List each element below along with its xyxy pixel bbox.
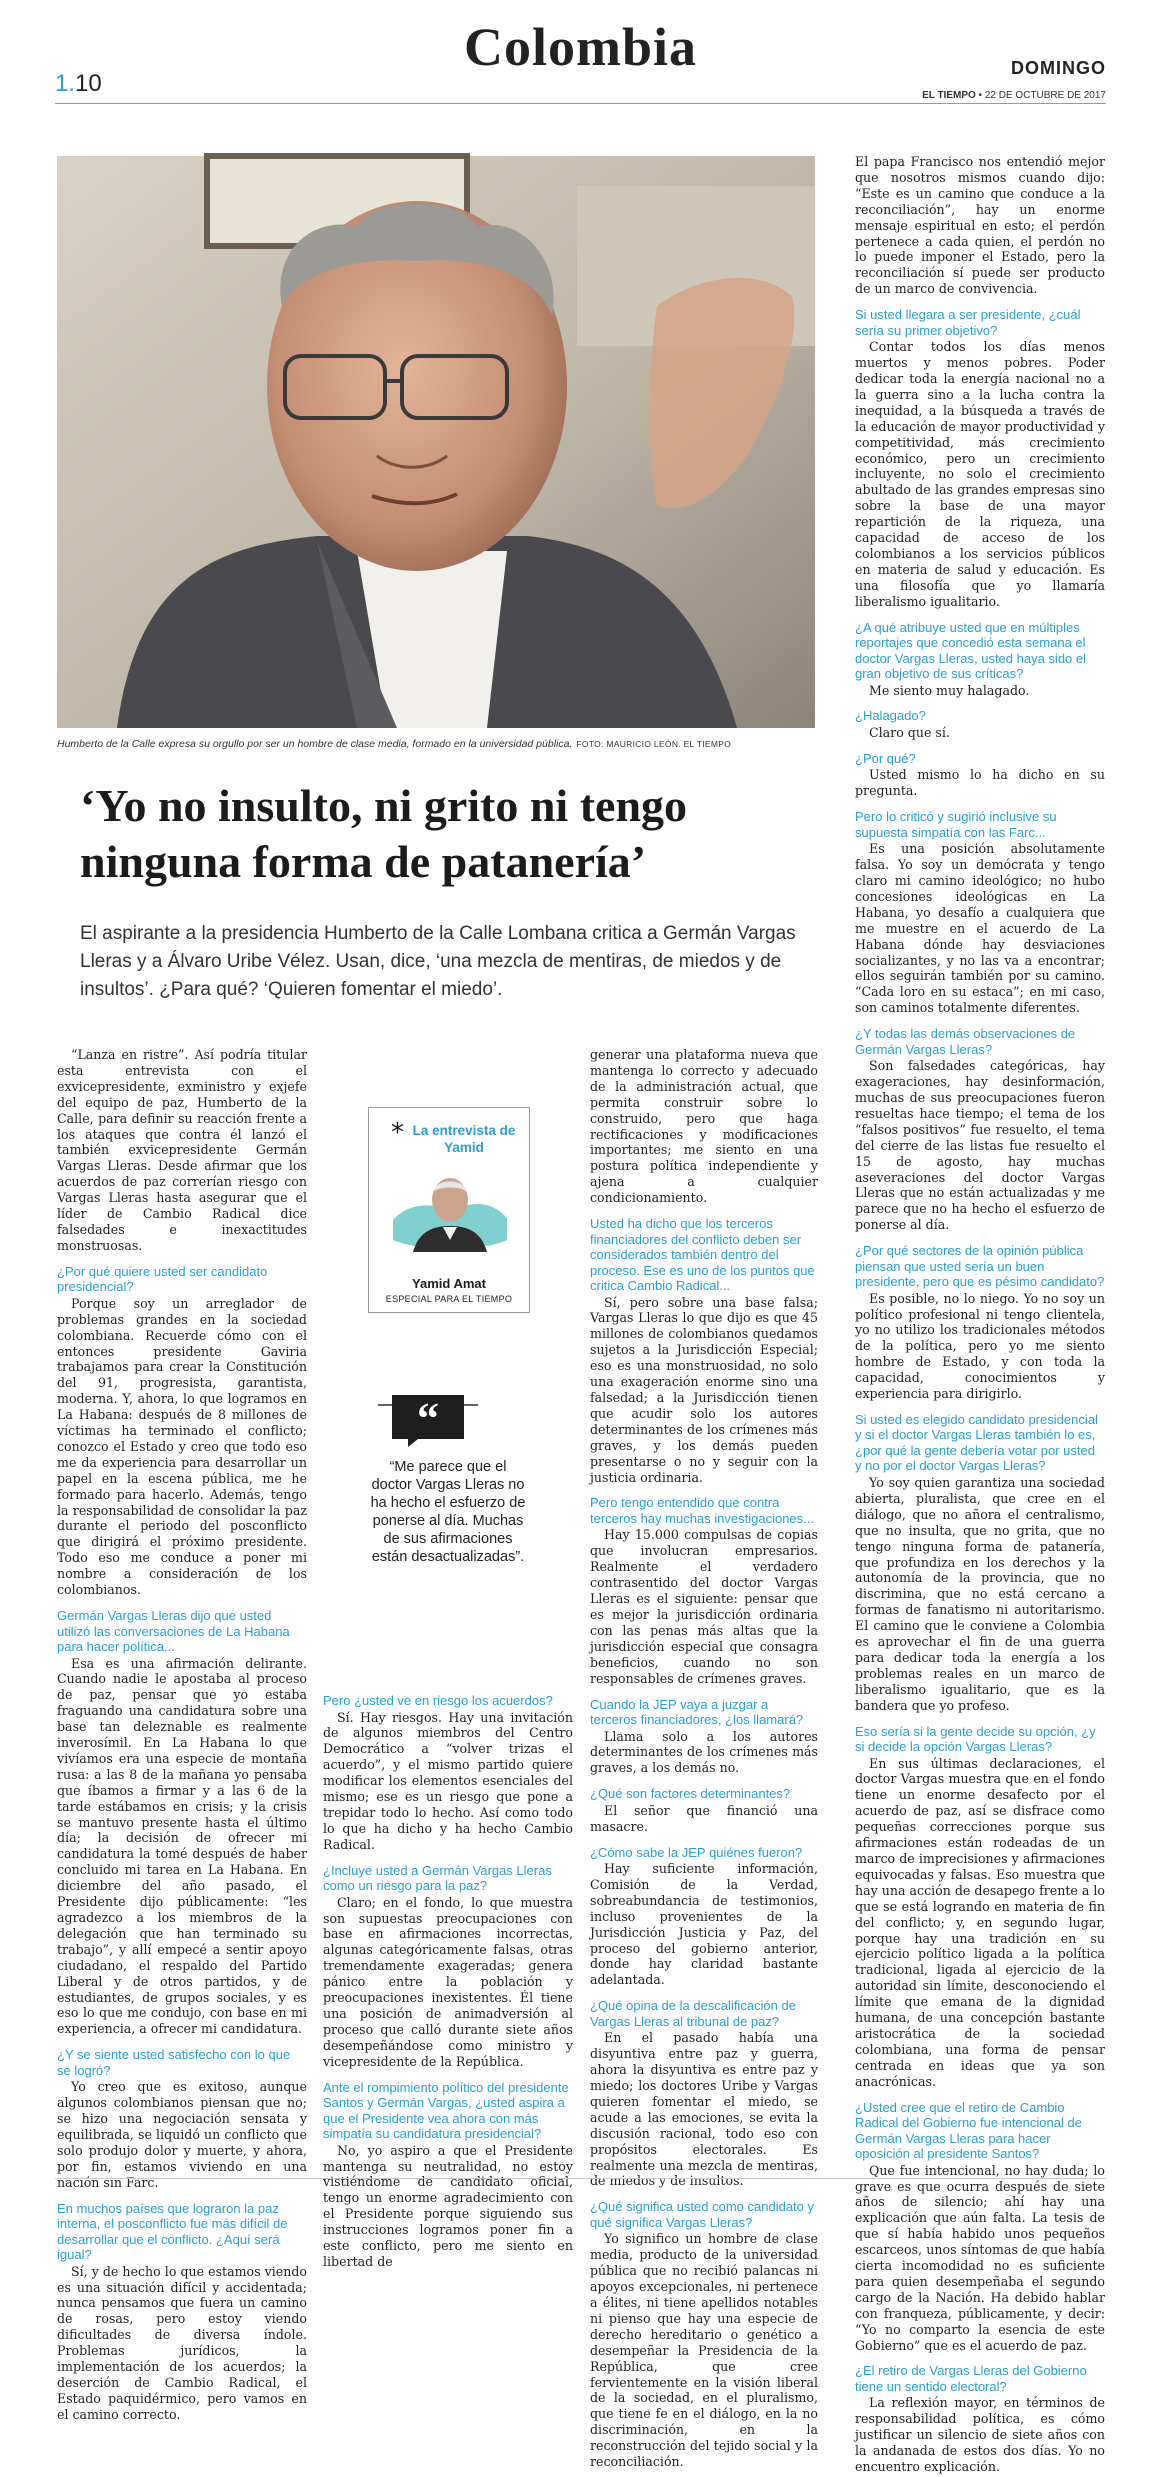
- question: Si usted llegara a ser presidente, ¿cuál sería su primer objetivo?: [855, 307, 1081, 338]
- question: Pero tengo entendido que contra terceros hay muchas investigaciones...: [590, 1495, 814, 1526]
- answer-paragraph: No, yo aspiro a que el Presidente mantenga su neutralidad, no estoy vistiéndome de candidato oficial, tengo un enorme agradecimiento con el Presidente porque siguiendo sus instrucciones logramos poner fin a este conflicto, pero me siento en libertad de: [323, 2142, 573, 2269]
- answer-paragraph: Yo creo que es exitoso, aunque algunos colombianos piensan que no; se hizo una negociación sensata y equilibrada, se liquidó un conflicto que solo produjo dolor y muerte, y ahora, por fin, estamos viviendo en una nación sin Farc.: [57, 2079, 307, 2190]
- answer-paragraph: Claro; en el fondo, lo que muestra son supuestas preocupaciones con base en afirmaciones incorrectas, algunas categóricamente falsas, otras tremendamente exageradas; genera pánico entre la población y preocupaciones inexistentes. Él tiene una posición de animadversión al proceso que calló durante siete años desempeñándose como ministro y vicepresidente de la República.: [323, 1894, 573, 2069]
- newspaper-name: EL TIEMPO: [922, 90, 976, 101]
- answer-paragraph: Que fue intencional, no hay duda; lo grave es que ocurra después de siete años de silencio; ahí hay una explicación que aún falta. La tesis de que sí había habido unos pequeños escarceos, unos síntomas de que había cierta incomodidad no es suficiente para quien desempeñaba el segundo cargo de la Nación. Ha debido hablar con franqueza, públicamente, y decir: “Yo no comparto la esencia de este Gobierno” que es el acuerdo de paz.: [855, 2162, 1105, 2353]
- photo-caption: [57, 738, 817, 750]
- box-title: La entrevista de Yamid: [412, 1123, 516, 1155]
- author-portrait: [391, 1160, 509, 1252]
- question: ¿El retiro de Vargas Lleras del Gobierno tiene un sentido electoral?: [855, 2363, 1087, 2394]
- caption-text: Humberto de la Calle expresa su orgullo por ser un hombre de clase media, formado en la universidad pública.: [57, 738, 573, 750]
- answer-paragraph: generar una plataforma nueva que mantenga lo correcto y adecuado de la administración actual, que permita construir sobre lo construido, pero que haga rectificaciones y modificaciones importantes; me siento en una postura política independiente y ajena a cualquier condicionamiento.: [590, 1047, 818, 1206]
- question: Germán Vargas Lleras dijo que usted utilizó las conversaciones de La Habana para hacer política...: [57, 1608, 290, 1654]
- question: ¿Y todas las demás observaciones de Germán Vargas Lleras?: [855, 1026, 1076, 1057]
- answer-paragraph: Contar todos los días menos muertos y menos pobres. Poder dedicar toda la energía nacional no a la guerra sino a la lucha contra la inequidad, a la búsqueda a través de la educación de mayor productividad y competitividad, más crecimiento económico, pero un crecimiento incluyente, no solo el crecimiento abultado de las grandes empresas sino sobre la base de una mayor repartición de la riqueza, una capacidad de acceso de los colombianos a los servicios públicos en materia de salud y educación. Es una filosofía que yo llamaría liberalismo igualitario.: [855, 339, 1105, 609]
- answer-paragraph: Esa es una afirmación delirante. Cuando nadie le apostaba al proceso de paz, pensar que yo estaba fraguando una candidatura sobre una base tan deleznable es realmente inverosímil. En La Habana lo que vivíamos era una especie de montaña rusa: a las 8 de la mañana yo pensaba que íbamos a firmar y a las 6 de la tarde estábamos en crisis; y la crisis se mantuvo presente hasta el último día; la decisión de ofrecer mi candidatura la tomé después de haber concluido mi tarea en La Habana. En diciembre del año pasado, el Presidente dijo públicamente: “les agradezco a los miembros de la delegación que han terminado su trabajo”, y allí empecé a sentir apoyo ciudadano, el respaldo del Partido Liberal y de otros partidos, y de estudiantes, de grupos sociales, y es eso lo que me condujo, con base en mi experiencia, a ofrecer mi candidatura.: [57, 1655, 307, 2037]
- question: Eso sería si la gente decide su opción, ¿y si decide la opción Vargas Lleras?: [855, 1723, 1096, 1755]
- article-column-4: [855, 154, 1105, 2477]
- answer-paragraph: Sí, pero sobre una base falsa; Vargas Lleras lo que dijo es que 45 millones de colombianos quedamos sujetos a la Jurisdicción Especial; eso es una monstruosidad, no solo una exageración enorme sino una falsedad; a la Jurisdicción tienen que acudir solo los autores determinantes de los crímenes más graves, y los demás pueden presentarse o no y seguir con la justicia ordinaria.: [590, 1294, 818, 1485]
- question: Pero ¿usted ve en riesgo los acuerdos?: [323, 1693, 553, 1708]
- main-photo: [57, 156, 815, 728]
- article-column-2: [323, 1693, 573, 2272]
- answer-paragraph: El señor que financió una masacre.: [590, 1802, 818, 1834]
- answer-paragraph: Llama solo a los autores determinantes de los crímenes más graves, a los demás no.: [590, 1728, 818, 1776]
- pull-quote: “Me parece que el doctor Vargas Lleras no ha hecho el esfuerzo de ponerse al día. Muchas de sus afirmaciones están desactualizadas”.: [370, 1459, 526, 1565]
- answer-paragraph: Claro que sí.: [869, 724, 950, 740]
- answer-paragraph: Hay suficiente información, Comisión de la Verdad, sobreabundancia de testimonios, incluso provenientes de la Jurisdicción Justicia y Paz, del proceso del gobierno anterior, donde hay claridad bastante adelantada.: [590, 1861, 818, 1988]
- article-column-1: [57, 1047, 307, 2425]
- question: ¿Y se siente usted satisfecho con lo que se logró?: [57, 2047, 291, 2078]
- photo-credit: FOTO: MAURICIO LEÓN. EL TIEMPO: [576, 739, 732, 749]
- dateline: [922, 90, 1106, 101]
- answer-paragraph: Sí. Hay riesgos. Hay una invitación de algunos miembros del Centro Democrático a “volver trizas el acuerdo”, y el mismo partido quiere modificar los elementos esenciales del mismo; ese es un riesgo que pone a trepidar todo lo hecho. Así como todo lo que ha dicho y ha hecho Cambio Radical.: [323, 1709, 573, 1852]
- question: ¿Halagado?: [855, 708, 926, 724]
- question: En muchos países que lograron la paz interna, el posconflicto fue más difícil de desarrollar que el conflicto. ¿Aquí será igual?: [57, 2200, 288, 2263]
- page-number-value: 10: [75, 70, 102, 97]
- answer-paragraph: Me siento muy halagado.: [869, 682, 1030, 698]
- edition-date: • 22 DE OCTUBRE DE 2017: [975, 90, 1106, 101]
- page-number: [55, 70, 102, 98]
- question: ¿Por qué sectores de la opinión pública piensan que usted sería un buen presidente, pero que es pésimo candidato?: [855, 1243, 1105, 1290]
- quote-icon: [378, 1395, 478, 1447]
- answer-paragraph: Hay 15.000 compulsas de copias que involucran empresarios. Realmente el verdadero contrasentido del doctor Vargas Lleras es el siguiente: pensar que es mejor la jurisdicción ordinaria con las penas más altas que la jurisdicción especial que consagra beneficios, cuando no son responsables de crímenes graves.: [590, 1527, 818, 1686]
- asterisk-icon: *: [391, 1118, 404, 1148]
- answer-paragraph: Es posible, no lo niego. Yo no soy un político profesional ni tengo clientela, yo no utilizo los tradicionales métodos de la política, pero yo me siento hombre de Estado, y con toda la capacidad, conocimientos y experiencia para dirigirlo.: [855, 1290, 1105, 1402]
- answer-paragraph: En sus últimas declaraciones, el doctor Vargas muestra que en el fondo tiene un enorme desafecto por el acuerdo de paz, así se disfrace como pequeñas correcciones porque sus afirmaciones están rodeadas de un marco de imprecisiones y afirmaciones equivocadas y falsas. Eso muestra que hay una acción de desapego frente a lo que se está logrando en materia de fin del conflicto; y, en segundo lugar, porque hay una tradición en su ejercicio político ligada a la política tradicional, ligada al ejercicio de la autoridad sin límite, desconociendo el límite que emana de la dignidad humana, de una concepción bastante aristocrática de la sociedad colombiana, una forma de pensar centrada en ideas que ya son anacrónicas.: [855, 1755, 1105, 2089]
- header-rule: [55, 103, 1106, 104]
- answer-paragraph: El papa Francisco nos entendió mejor que nosotros mismos cuando dijo: “Este es un camino que conduce a la reconciliación”, hay un enorme mensaje espiritual en esto; el perdón pertenece a cada quien, el perdón no lo puede imponer el Estado, pero la reconciliación sí puede ser producto de un marco de convivencia.: [855, 154, 1105, 297]
- question: Pero lo criticó y sugirió inclusive su supuesta simpatía con las Farc...: [855, 809, 1057, 840]
- question: ¿A qué atribuye usted que en múltiples reportajes que concedió esta semana el doctor Vargas Lleras, usted haya sido el gran objetivo de sus críticas?: [855, 619, 1087, 682]
- answer-paragraph: Yo significo un hombre de clase media, producto de la universidad pública que no recibió palancas ni apoyos excepcionales, ni pertenece a élites, ni tiene apellidos notables ni pienso que hay una especie de derecho hereditario o genético a desempeñar la Presidencia de la República, que cree fervientemente en la visión liberal de la sociedad, en el pluralismo, que tiene fe en el diálogo, en la no discriminación, en la reconstrucción del tejido social y la reconciliación.: [590, 2231, 818, 2470]
- question: Usted ha dicho que los terceros financiadores del conflicto deben ser considerados también dentro del proceso. Ese es uno de los puntos que critica Cambio Radical...: [590, 1216, 815, 1294]
- author-role: ESPECIAL PARA EL TIEMPO: [385, 1294, 513, 1304]
- answer-paragraph: En el pasado había una disyuntiva entre paz y guerra, ahora la disyuntiva es entre paz y miedo; los doctores Uribe y Vargas quieren fomentar el miedo, se acude a las emociones, se evita la discusión racional, todo eso con propósitos electorales. Es realmente una mezcla de mentiras, de miedos y de insultos.: [590, 2030, 818, 2189]
- answer-paragraph: “Lanza en ristre”. Así podría titular esta entrevista con el exvicepresidente, exministro y exjefe del equipo de paz, Humberto de la Calle, para definir su reacción frente a los ataques que contra él lanzó el también exvicepresidente Germán Vargas Lleras. Desde afirmar que los acuerdos de paz correrían riesgo con Vargas Lleras hasta asegurar que el líder de Cambio Radical dice falsedades e inexactitudes monstruosas.: [57, 1047, 307, 1253]
- answer-paragraph: Porque soy un arreglador de problemas grandes en la sociedad colombiana. Recuerde cómo con el entonces presidente Gaviria trabajamos para crear la Constitución del 91, progresista, garantista, moderna. Y, ahora, lo que logramos en La Habana: después de 8 millones de víctimas ha terminado el conflicto; conozco el Estado y creo que todo eso me da experiencia para desarrollar un papel en la escena pública, me he formado para hacerlo. Además, tengo la responsabilidad de consolidar la paz durante el periodo del posconflicto que dirigirá el próximo presidente. Todo eso me conduce a poner mi nombre a consideración de los colombianos.: [57, 1295, 307, 1598]
- author-box: [368, 1107, 530, 1313]
- answer-paragraph: Sí, y de hecho lo que estamos viendo es una situación difícil y accidentada; nunca pensamos que fuera un camino de rosas, pero estoy viendo dificultades de diversa índole. Problemas jurídicos, la implementación de los acuerdos; la deserción de Cambio Radical, el Estado paquidérmico, pero vamos en el camino correcto.: [57, 2263, 307, 2422]
- question: ¿Cómo sabe la JEP quiénes fueron?: [590, 1844, 803, 1860]
- headline: ‘Yo no insulto, ni grito ni tengo ninguna forma de patanería’: [80, 780, 688, 887]
- question: ¿Por qué?: [855, 750, 916, 766]
- question: ¿Por qué quiere usted ser candidato presidencial?: [57, 1263, 268, 1295]
- page-section: 1.: [55, 70, 76, 97]
- question: Cuando la JEP vaya a juzgar a terceros financiadores, ¿los llamará?: [590, 1696, 804, 1727]
- section-title: Colombia: [463, 17, 698, 77]
- footer-rule: [55, 2178, 1106, 2179]
- dek: El aspirante a la presidencia Humberto de la Calle Lombana critica a Germán Vargas Lleras y a Álvaro Uribe Vélez. Usan, dice, ‘una mezcla de mentiras, de miedos y de insultos’. ¿Para qué? ‘Quieren fomentar el miedo’.: [80, 923, 796, 1000]
- question: Ante el rompimiento político del presidente Santos y Germán Vargas, ¿usted aspira a que el Presidente vea ahora con más simpatía su candidatura presidencial?: [323, 2079, 569, 2142]
- question: ¿Qué son factores determinantes?: [590, 1786, 791, 1802]
- question: ¿Qué opina de la descalificación de Vargas Lleras al tribunal de paz?: [590, 1998, 796, 2029]
- answer-paragraph: Usted mismo lo ha dicho en su pregunta.: [855, 767, 1105, 799]
- answer-paragraph: Yo soy quien garantiza una sociedad abierta, pluralista, que cree en el diálogo, que no añora el centralismo, que no insulta, que no grita, que no tengo ninguna forma de patanería, que profundiza en los derechos y la autonomía de la provincia, que no discrimina, que no está cercano a formas de fanatismo ni autoritarismo. El camino que le conviene a Colombia es aprovechar el fin de una guerra para dedicar toda la energía a los problemas reales en un marco de liberalismo igualitario, que es la bandera que yo profeso.: [855, 1474, 1105, 1713]
- article-column-3: [590, 1047, 818, 2472]
- question: ¿Incluye usted a Germán Vargas Lleras como un riesgo para la paz?: [323, 1862, 552, 1894]
- question: ¿Usted cree que el retiro de Cambio Radical del Gobierno fue intencional de Germán Vargas Lleras para hacer oposición al presidente Santos?: [855, 2099, 1082, 2162]
- answer-paragraph: La reflexión mayor, en términos de responsabilidad política, es cómo justificar un silencio de siete años con la andanada de estos dos días. Yo no encuentro explicación.: [855, 2395, 1105, 2475]
- edition-day: DOMINGO: [1011, 58, 1106, 78]
- question: ¿Qué significa usted como candidato y qué significa Vargas Lleras?: [590, 2199, 815, 2230]
- question: Si usted es elegido candidato presidencial y si el doctor Vargas Lleras también lo es, ¿por qué la gente debería votar por usted y no por el doctor Vargas Lleras?: [855, 1411, 1098, 1474]
- answer-paragraph: Es una posición absolutamente falsa. Yo soy un demócrata y tengo claro mi camino ideológico; no hubo concesiones ideológicas en La Habana, yo desafío a cualquiera que me muestre en el acuerdo de La Habana dónde hay desviaciones socializantes, y no las va a encontrar; ellos seguirán también por su camino. “Cada loro en su estaca”; en mi caso, son caminos totalmente diferentes.: [855, 841, 1105, 1016]
- author-name: Yamid Amat: [412, 1276, 486, 1291]
- svg-text:“: “: [417, 1394, 439, 1443]
- answer-paragraph: Son falsedades categóricas, hay exageraciones, hay desinformación, muchas de sus preocupaciones fueron resueltas hace tiempo; el tema de los “falsos positivos” fue resuelto, el tema del cierre de las listas fue resuelto el 15 de agosto, hay muchas aseveraciones del doctor Vargas Lleras que no están actualizadas y me parece que no ha hecho el esfuerzo de ponerse al día.: [855, 1058, 1105, 1233]
